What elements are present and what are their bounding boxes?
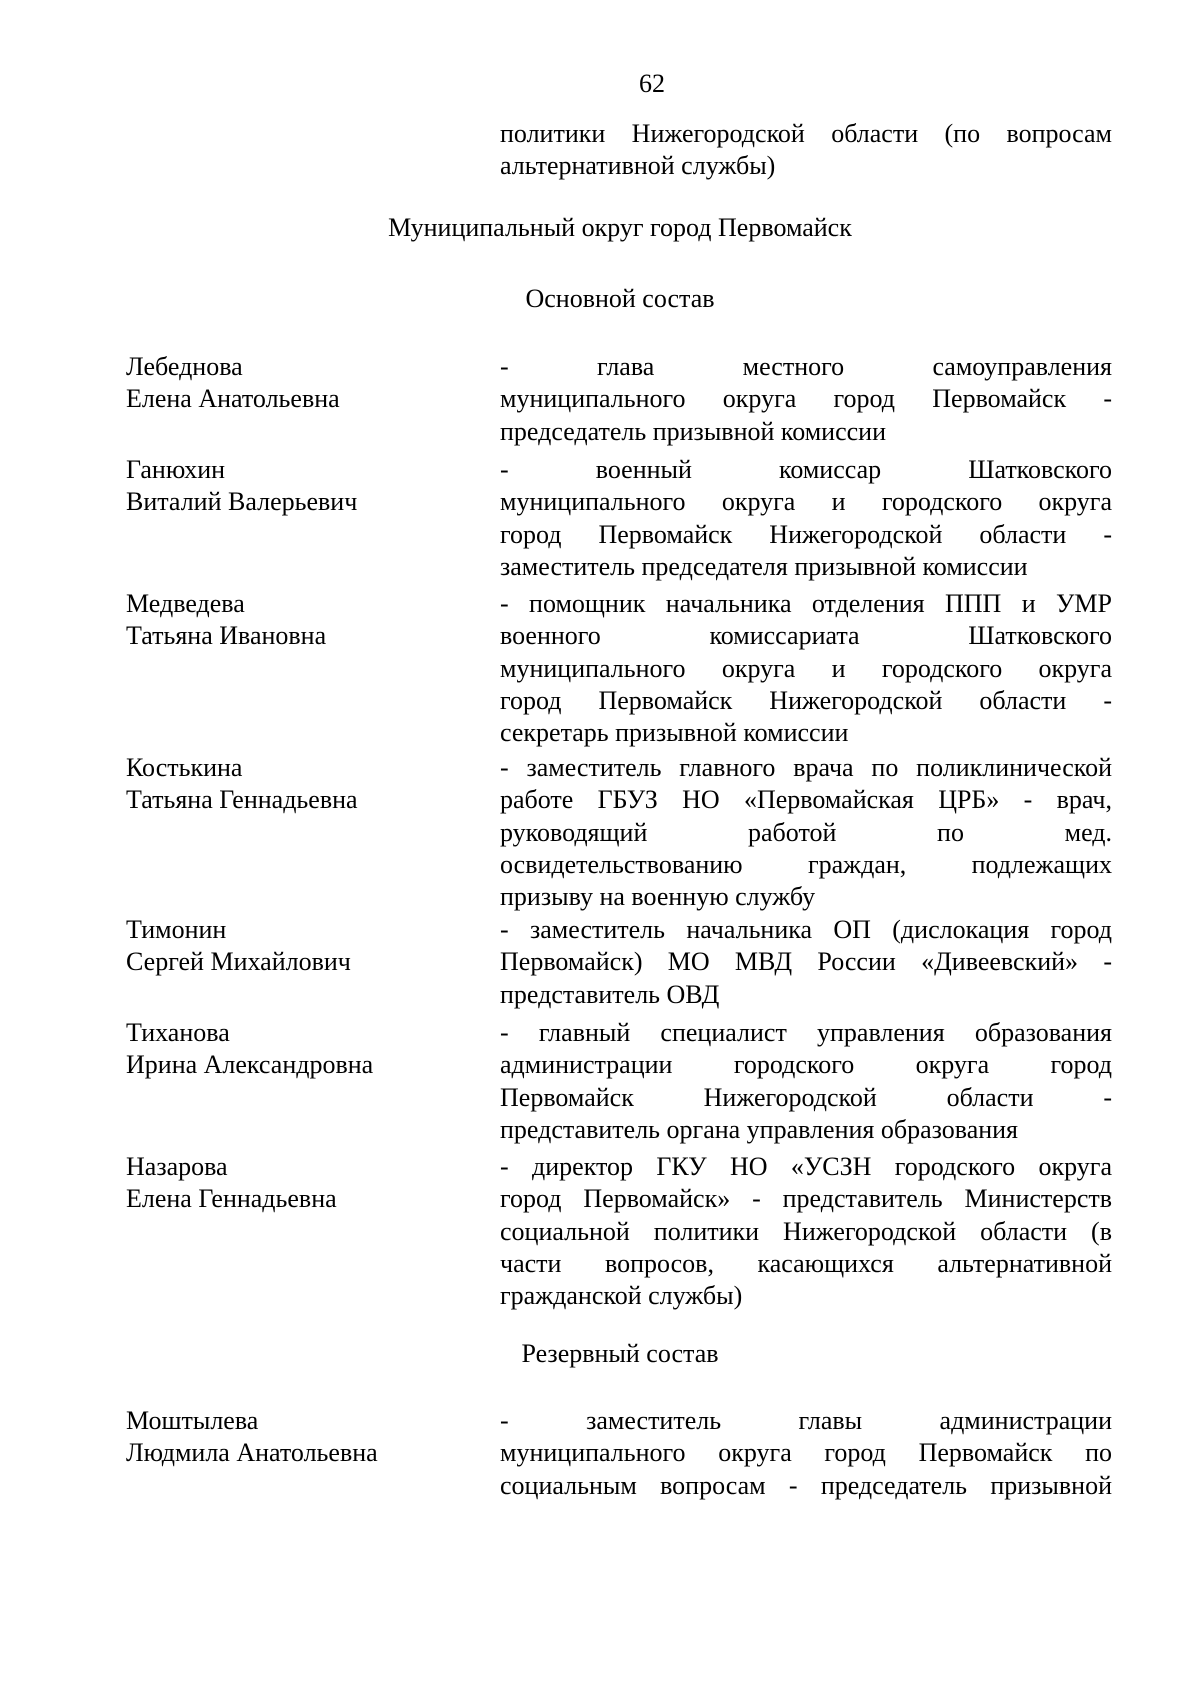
position-line: - заместитель начальника ОП (дислокация город xyxy=(500,915,1112,944)
member-given-names: Елена Анатольевна xyxy=(126,384,340,414)
position-line: военного комиссариата Шатковского xyxy=(500,621,1112,651)
position-line: город Первомайск» - представитель Министерств xyxy=(500,1184,1112,1214)
position-line: муниципального округа город Первомайск по xyxy=(500,1438,1112,1468)
member-surname: Лебеднова xyxy=(126,352,243,381)
position-line: муниципального округа и городского округа xyxy=(500,487,1112,517)
position-line: Первомайск Нижегородской области - xyxy=(500,1082,1112,1112)
position-line: муниципального округа город Первомайск - xyxy=(500,384,1112,414)
position-line: руководящий работой по мед. xyxy=(500,817,1112,847)
member-given-names: Ирина Александровна xyxy=(126,1050,374,1080)
member-position xyxy=(500,1017,1112,1146)
member-name xyxy=(126,1405,466,1470)
member-position xyxy=(500,454,1112,583)
member-given-names: Людмила Анатольевна xyxy=(126,1438,378,1468)
member-given-names: Татьяна Ивановна xyxy=(126,621,327,651)
position-line: - заместитель главного врача по поликлинической xyxy=(500,753,1112,782)
position-line: - помощник начальника отделения ППП и УМР xyxy=(500,589,1112,618)
reserve-composition-heading: Резервный состав xyxy=(521,1339,719,1368)
position-line: город Первомайск Нижегородской области - xyxy=(500,519,1112,549)
position-line: призыву на военную службу xyxy=(500,882,816,912)
main-composition-heading: Основной состав xyxy=(525,284,715,313)
member-name xyxy=(126,588,466,653)
member-surname: Моштылева xyxy=(126,1406,259,1435)
member-name xyxy=(126,351,466,416)
position-line: город Первомайск Нижегородской области - xyxy=(500,685,1112,715)
continuation-text xyxy=(500,118,1112,182)
member-position xyxy=(500,1151,1112,1312)
member-surname: Тимонин xyxy=(126,915,227,944)
text-line: альтернативной службы) xyxy=(500,151,776,180)
position-line: социальным вопросам - председатель призывной xyxy=(500,1470,1112,1500)
position-line: - заместитель главы администрации xyxy=(500,1406,1112,1435)
position-line: заместитель председателя призывной комиссии xyxy=(500,551,1028,581)
page-number: 62 xyxy=(639,69,665,98)
position-line: муниципального округа и городского округа xyxy=(500,653,1112,683)
member-position xyxy=(500,588,1112,749)
member-surname: Медведева xyxy=(126,589,245,618)
position-line: - глава местного самоуправления xyxy=(500,352,1112,381)
member-name xyxy=(126,1151,466,1216)
member-position xyxy=(500,914,1112,1011)
member-surname: Тиханова xyxy=(126,1018,230,1047)
position-line: - военный комиссар Шатковского xyxy=(500,455,1112,484)
position-line: части вопросов, касающихся альтернативной xyxy=(500,1248,1112,1278)
member-surname: Назарова xyxy=(126,1152,228,1181)
position-line: - главный специалист управления образования xyxy=(500,1018,1112,1047)
position-line: - директор ГКУ НО «УСЗН городского округа xyxy=(500,1152,1112,1181)
position-line: председатель призывной комиссии xyxy=(500,416,886,446)
position-line: представитель ОВД xyxy=(500,979,720,1009)
member-surname: Ганюхин xyxy=(126,455,226,484)
member-name xyxy=(126,1017,466,1082)
member-position xyxy=(500,1405,1112,1502)
member-given-names: Сергей Михайлович xyxy=(126,947,351,977)
member-surname: Костькина xyxy=(126,753,243,782)
member-name xyxy=(126,454,466,519)
member-position xyxy=(500,351,1112,448)
member-position xyxy=(500,752,1112,913)
district-heading: Муниципальный округ город Первомайск xyxy=(388,213,852,242)
position-line: секретарь призывной комиссии xyxy=(500,718,849,748)
position-line: Первомайск) МО МВД России «Дивеевский» - xyxy=(500,947,1112,977)
position-line: представитель органа управления образования xyxy=(500,1114,1019,1144)
position-line: работе ГБУЗ НО «Первомайская ЦРБ» - врач, xyxy=(500,785,1112,815)
member-given-names: Татьяна Геннадьевна xyxy=(126,785,358,815)
member-name xyxy=(126,752,466,817)
member-given-names: Елена Геннадьевна xyxy=(126,1184,337,1214)
position-line: освидетельствованию граждан, подлежащих xyxy=(500,849,1112,879)
position-line: социальной политики Нижегородской области (в xyxy=(500,1216,1112,1246)
text-line: политики Нижегородской области (по вопросам xyxy=(500,119,1112,148)
member-given-names: Виталий Валерьевич xyxy=(126,487,358,517)
member-name xyxy=(126,914,466,979)
position-line: гражданской службы) xyxy=(500,1281,743,1311)
position-line: администрации городского округа город xyxy=(500,1050,1112,1080)
